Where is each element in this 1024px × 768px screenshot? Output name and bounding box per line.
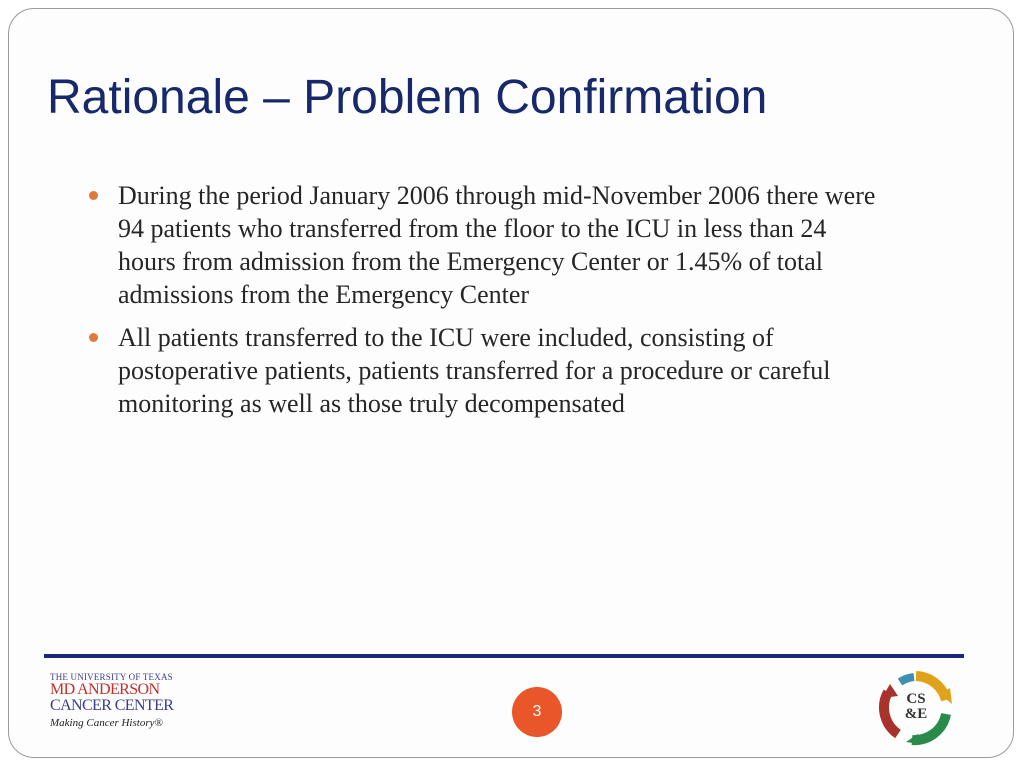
logo-cancer-center-text: CANCER CENTER: [50, 697, 174, 714]
slide-title: Rationale – Problem Confirmation: [47, 71, 768, 124]
logo-md-anderson-text: MD ANDERSON: [50, 681, 160, 698]
bullet-text: During the period January 2006 through mid-November 2006 there were 94 patients who transferred from the floor to the ICU in less than 24 hours from admission from the Emergency Center or 1.45% of total admissions from the Emergency Center: [118, 181, 876, 309]
list-item: [88, 179, 878, 311]
cse-logo-text-top: CS: [906, 691, 926, 707]
bullet-text: All patients transferred to the ICU were included, consisting of postoperative patients, patients transferred for a procedure or careful monitoring as well as those truly decompensated: [118, 323, 831, 418]
cse-logo-text: [878, 692, 954, 722]
cse-logo: [878, 670, 954, 746]
bullet-list: [88, 179, 878, 430]
logo-tagline: Making Cancer History®: [50, 717, 163, 729]
md-anderson-logo: [50, 672, 210, 742]
bullet-icon: [89, 333, 98, 342]
bullet-icon: [89, 191, 98, 200]
page-number-badge: 3: [512, 687, 562, 737]
footer-divider: [44, 654, 964, 658]
list-item: [88, 321, 878, 420]
logo-university-text: THE UNIVERSITY OF TEXAS: [50, 672, 173, 682]
cse-logo-text-bottom: &E: [904, 706, 928, 722]
